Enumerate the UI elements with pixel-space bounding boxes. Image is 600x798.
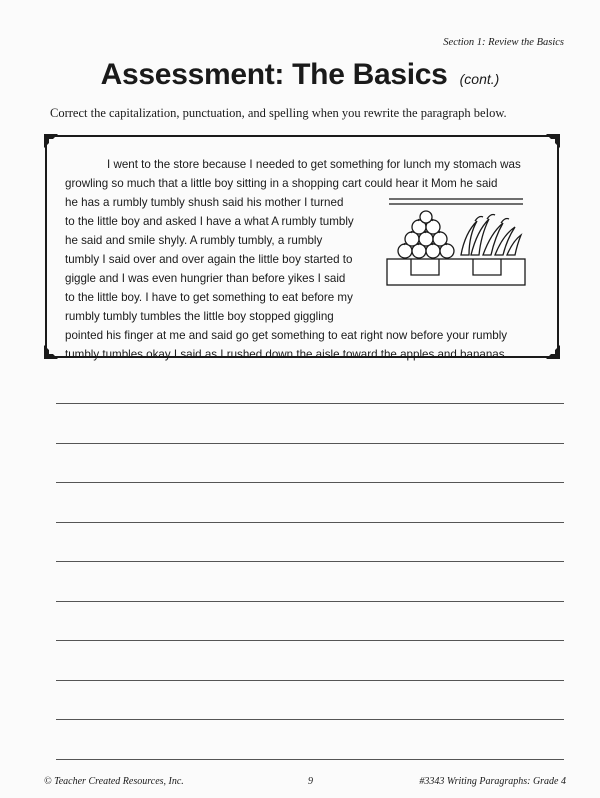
- fruit-stand-icon: [383, 195, 529, 287]
- writing-line[interactable]: [56, 719, 564, 759]
- writing-line[interactable]: [56, 640, 564, 680]
- frame-corner-icon: [546, 134, 560, 148]
- story-line: tumbly I said over and over again the little boy started to: [65, 250, 545, 269]
- frame-corner-icon: [546, 345, 560, 359]
- frame-corner-icon: [44, 134, 58, 148]
- page-title-suffix: (cont.): [460, 71, 500, 87]
- story-frame: [45, 135, 559, 358]
- story-line: to the little boy and asked I have a what A rumbly tumbly: [65, 212, 545, 231]
- writing-line[interactable]: [56, 601, 564, 641]
- story-line: tumbly tumbles okay I said as I rushed down the aisle toward the apples and bananas.: [65, 345, 545, 364]
- story-line: he said and smile shyly. A rumbly tumbly, a rumbly: [65, 231, 545, 250]
- writing-line[interactable]: [56, 403, 564, 443]
- story-line: giggle and I was even hungrier than before yikes I said: [65, 269, 545, 288]
- story-line: pointed his finger at me and said go get something to eat right now before your rumbly: [65, 326, 545, 345]
- writing-line[interactable]: [56, 522, 564, 562]
- footer-page-number: 9: [308, 776, 313, 787]
- page-title-text: Assessment: The Basics: [101, 58, 448, 91]
- page-title: [0, 58, 600, 92]
- story-line: he has a rumbly tumbly shush said his mother I turned: [65, 193, 545, 212]
- writing-line[interactable]: [56, 443, 564, 483]
- writing-line[interactable]: [56, 680, 564, 720]
- footer-book-title: #3343 Writing Paragraphs: Grade 4: [419, 776, 566, 787]
- story-line: to the little boy. I have to get something to eat before my: [65, 288, 545, 307]
- page-footer: [44, 776, 566, 790]
- footer-copyright: © Teacher Created Resources, Inc.: [44, 776, 184, 787]
- writing-area[interactable]: [56, 403, 564, 798]
- instructions: Correct the capitalization, punctuation, and spelling when you rewrite the paragraph below.: [50, 106, 560, 121]
- frame-corner-icon: [44, 345, 58, 359]
- story-line: rumbly tumbly tumbles the little boy stopped giggling: [65, 307, 545, 326]
- writing-line[interactable]: [56, 561, 564, 601]
- story-line: growling so much that a little boy sitting in a shopping cart could hear it Mom he said: [65, 174, 545, 193]
- section-label: Section 1: Review the Basics: [443, 37, 564, 48]
- writing-line[interactable]: [56, 482, 564, 522]
- story-line: I went to the store because I needed to get something for lunch my stomach was: [65, 155, 545, 174]
